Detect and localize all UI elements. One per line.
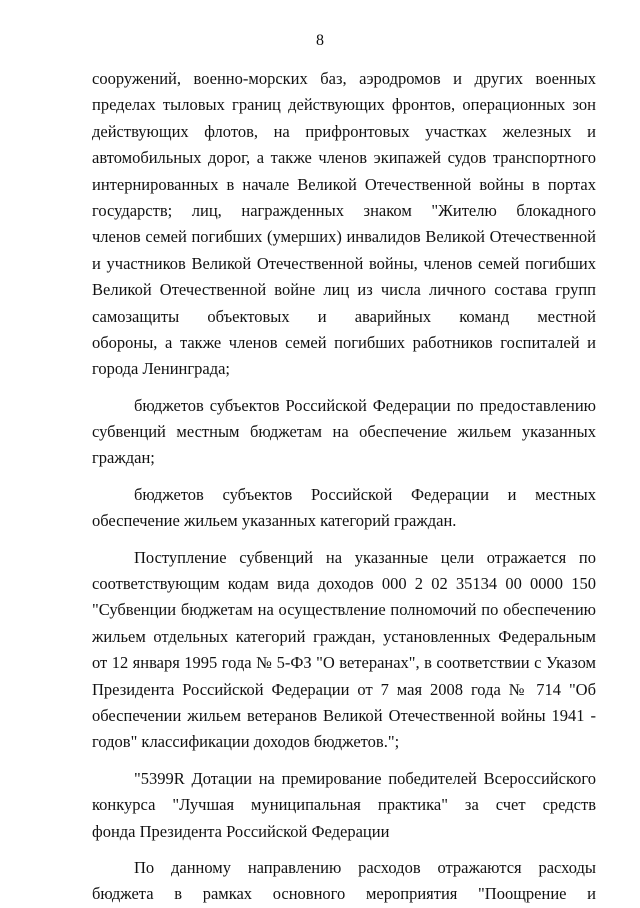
text-line: бюджетов субъектов Российской Федерации и местных [134,484,596,504]
text-line: соответствующим кодам вида доходов 000 2 02 35134 00 0000 150 [92,574,596,594]
text-line: членов семей погибших (умерших) инвалидов Великой Отечественной [92,227,596,247]
document-body [92,66,596,908]
text-line: интернированных в начале Великой Отечественной войны в портах [92,174,596,194]
paragraph-5399r-grants [92,766,596,845]
text-line: обеспечение жильем указанных категорий граждан. [92,511,457,531]
text-line: города Ленинграда; [92,359,231,379]
page-number: 8 [316,32,324,49]
text-line: сооружений, военно-морских баз, аэродромов и других военных [92,69,596,88]
text-line: субвенций местным бюджетам на обеспечение жильем указанных [92,422,596,442]
text-line: бюджетов субъектов Российской Федерации по предоставлению [134,395,596,415]
text-line: бюджета в рамках основного мероприятия "Поощрение и [92,884,596,904]
text-line: граждан; [92,448,155,468]
text-line: годов" классификации доходов бюджетов."; [92,732,400,752]
text-line: обеспечении жильем ветеранов Великой Отечественной войны 1941 - [92,705,596,725]
paragraph-federal-expenses [92,855,596,908]
text-line: конкурса "Лучшая муниципальная практика" за счет средств [92,795,596,815]
text-line: автомобильных дорог, а также членов экипажей судов транспортного [92,148,596,168]
text-line: Поступление субвенций на указанные цели отражается по [134,547,596,567]
text-line: "5399R Дотации на премирование победителей Всероссийского [134,768,596,788]
text-line: Великой Отечественной войне лиц из числа личного состава групп [92,280,596,300]
text-line: от 12 января 1995 года № 5-ФЗ "О ветеранах", в соответствии с Указом [92,653,596,673]
text-line: По данному направлению расходов отражаются расходы [134,857,596,877]
text-line: обороны, а также членов семей погибших работников госпиталей и [92,332,596,352]
text-line: государств; лиц, награжденных знаком "Жителю блокадного [92,200,596,220]
text-line: фонда Президента Российской Федерации [92,821,390,841]
paragraph-regional-subventions [92,393,596,472]
text-line: Президента Российской Федерации от 7 мая 2008 года № 714 "Об [92,679,596,699]
text-line: "Субвенции бюджетам на осуществление полномочий по обеспечению [92,600,596,620]
paragraph-subvention-receipts [92,545,596,756]
text-line: жильем отдельных категорий граждан, установленных Федеральным [92,626,596,646]
paragraph-veterans-categories [92,66,596,383]
text-line: и участников Великой Отечественной войны, членов семей погибших [92,253,596,273]
paragraph-regional-local-budgets [92,482,596,535]
text-line: действующих флотов, на прифронтовых участках железных и [92,121,596,141]
text-line: самозащиты объектовых и аварийных команд местной [92,306,596,326]
text-line: пределах тыловых границ действующих фронтов, операционных зон [92,95,596,115]
